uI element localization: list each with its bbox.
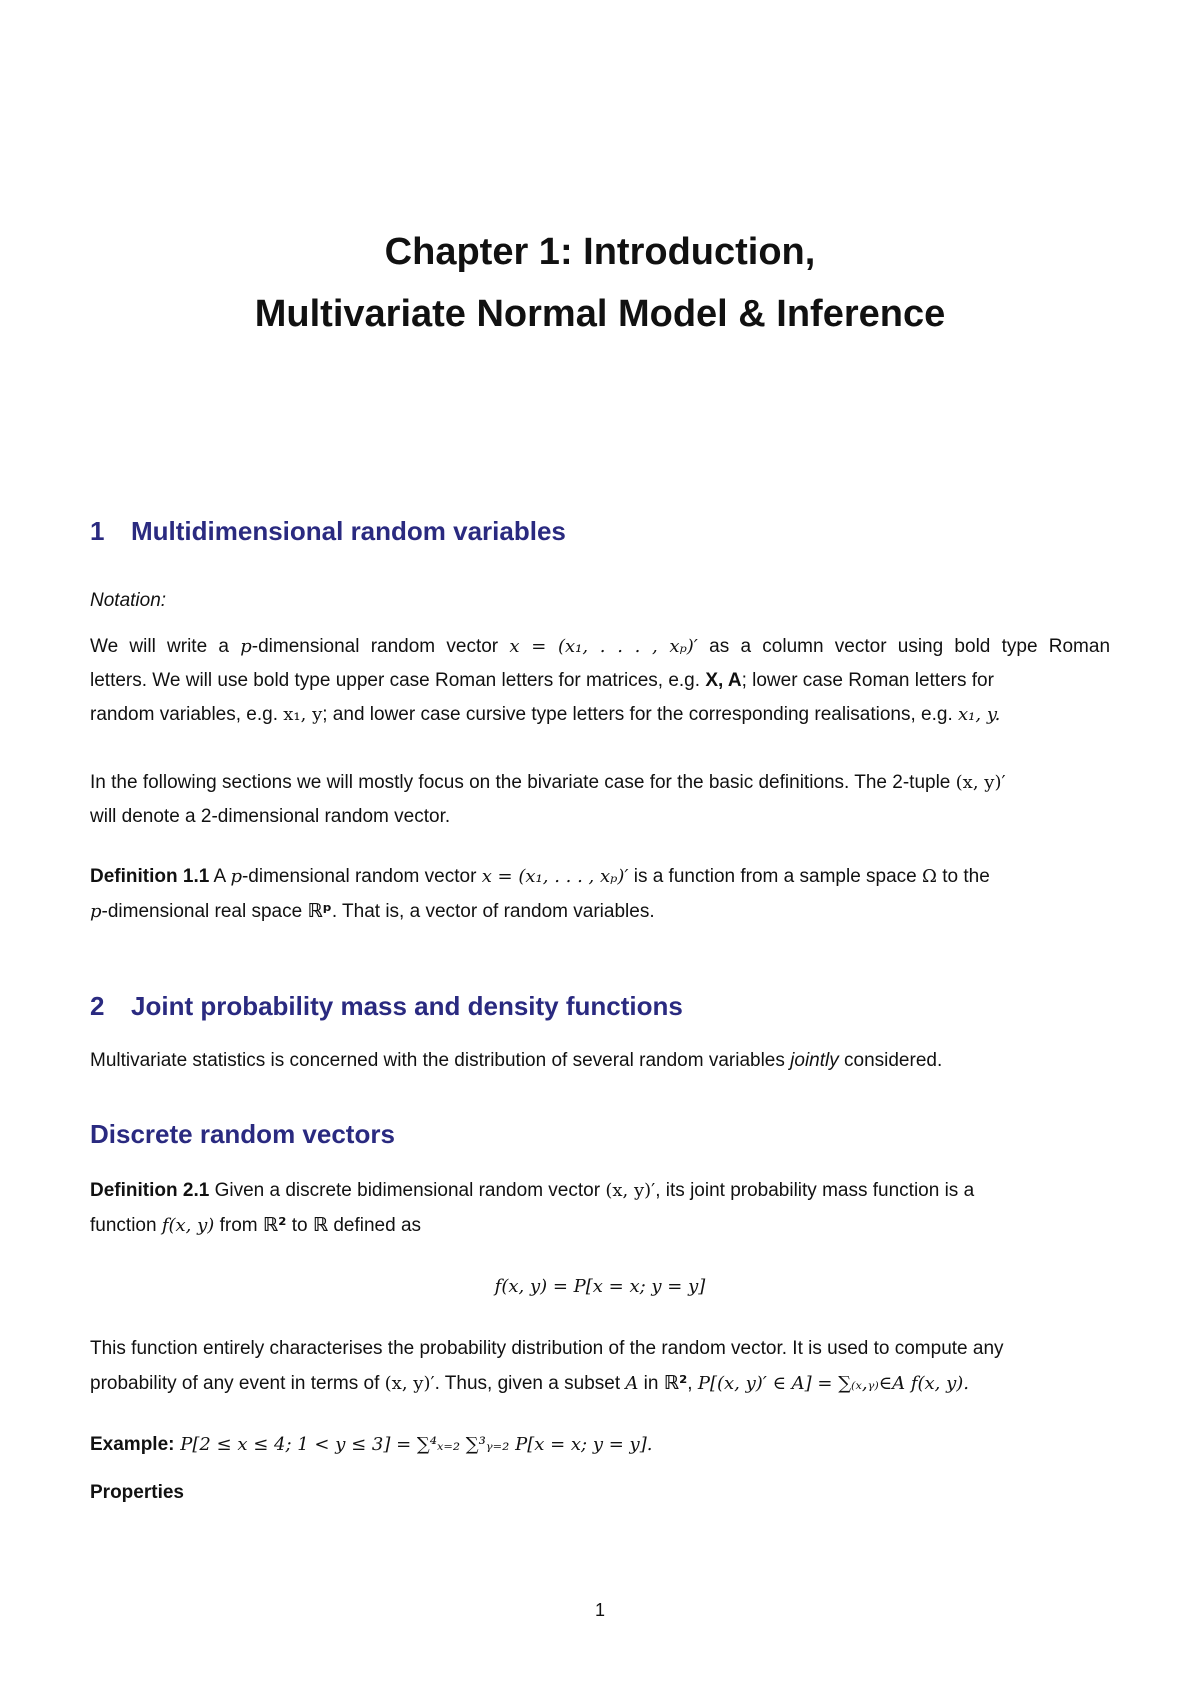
chapter-title-line1: Chapter 1: Introduction, (384, 231, 816, 273)
paragraph-line: function f(x, y) from ℝ² to ℝ defined as (90, 1214, 422, 1236)
properties-label: Properties (90, 1482, 184, 1503)
math-vector: x = (x₁, . . . , xₚ)′ (509, 636, 698, 657)
math-matrices: X, A (705, 670, 742, 691)
paragraph-line: letters. We will use bold type upper case Roman letters for matrices, e.g. X, A; lower case Roman letters for (90, 670, 994, 691)
section-number: 2 (90, 991, 105, 1021)
paragraph-line: In the following sections we will mostly focus on the bivariate case for the basic definitions. The 2-tuple (x, y)′ (90, 772, 1006, 793)
page-number: 1 (594, 1600, 605, 1620)
paragraph-line: This function entirely characterises the probability distribution of the random vector. It is used to compute any (90, 1338, 1004, 1359)
notation-label: Notation: (90, 590, 167, 611)
paragraph-line: We will write a p-dimensional random vector x = (x₁, . . . , xₚ)′ as a column vector using bold type Roman (90, 636, 1111, 657)
definition-1-1: Definition 1.1 A p-dimensional random vector x = (x₁, . . . , xₚ)′ is a function from a sample space Ω to the (90, 866, 990, 887)
definition-label: Definition 2.1 (90, 1180, 210, 1201)
subsection-heading: Discrete random vectors (90, 1119, 395, 1149)
example-label: Example: (90, 1434, 175, 1455)
paragraph-line: random variables, e.g. x₁, y; and lower case cursive type letters for the corresponding realisations, e.g. x₁, y. (90, 704, 1001, 725)
paragraph-line: probability of any event in terms of (x, y)′. Thus, given a subset A in ℝ², P[(x, y)′ ∈ A] = ∑₍ₓ,ᵧ₎∈A f(x, y). (90, 1372, 970, 1394)
paragraph-line: p-dimensional real space ℝᵖ. That is, a vector of random variables. (90, 900, 655, 922)
display-equation: f(x, y) = P[x = x; y = y] (494, 1276, 706, 1297)
section-number: 1 (90, 516, 105, 546)
paragraph-line: Multivariate statistics is concerned with the distribution of several random variables jointly considered. (90, 1050, 943, 1071)
section-2-heading (90, 990, 683, 1022)
definition-label: Definition 1.1 (90, 866, 210, 887)
chapter-title-line2: Multivariate Normal Model & Inference (254, 293, 946, 335)
example-line: Example: P[2 ≤ x ≤ 4; 1 < y ≤ 3] = ∑⁴ₓ₌₂ ∑³ᵧ₌₂ P[x = x; y = y]. (90, 1434, 653, 1455)
definition-2-1: Definition 2.1 Given a discrete bidimensional random vector (x, y)′, its joint probability mass function is a (90, 1180, 975, 1201)
section-title: Joint probability mass and density functions (131, 991, 683, 1021)
section-1-heading (90, 515, 566, 547)
paragraph-line: will denote a 2-dimensional random vector. (90, 806, 451, 827)
section-title: Multidimensional random variables (131, 516, 566, 546)
